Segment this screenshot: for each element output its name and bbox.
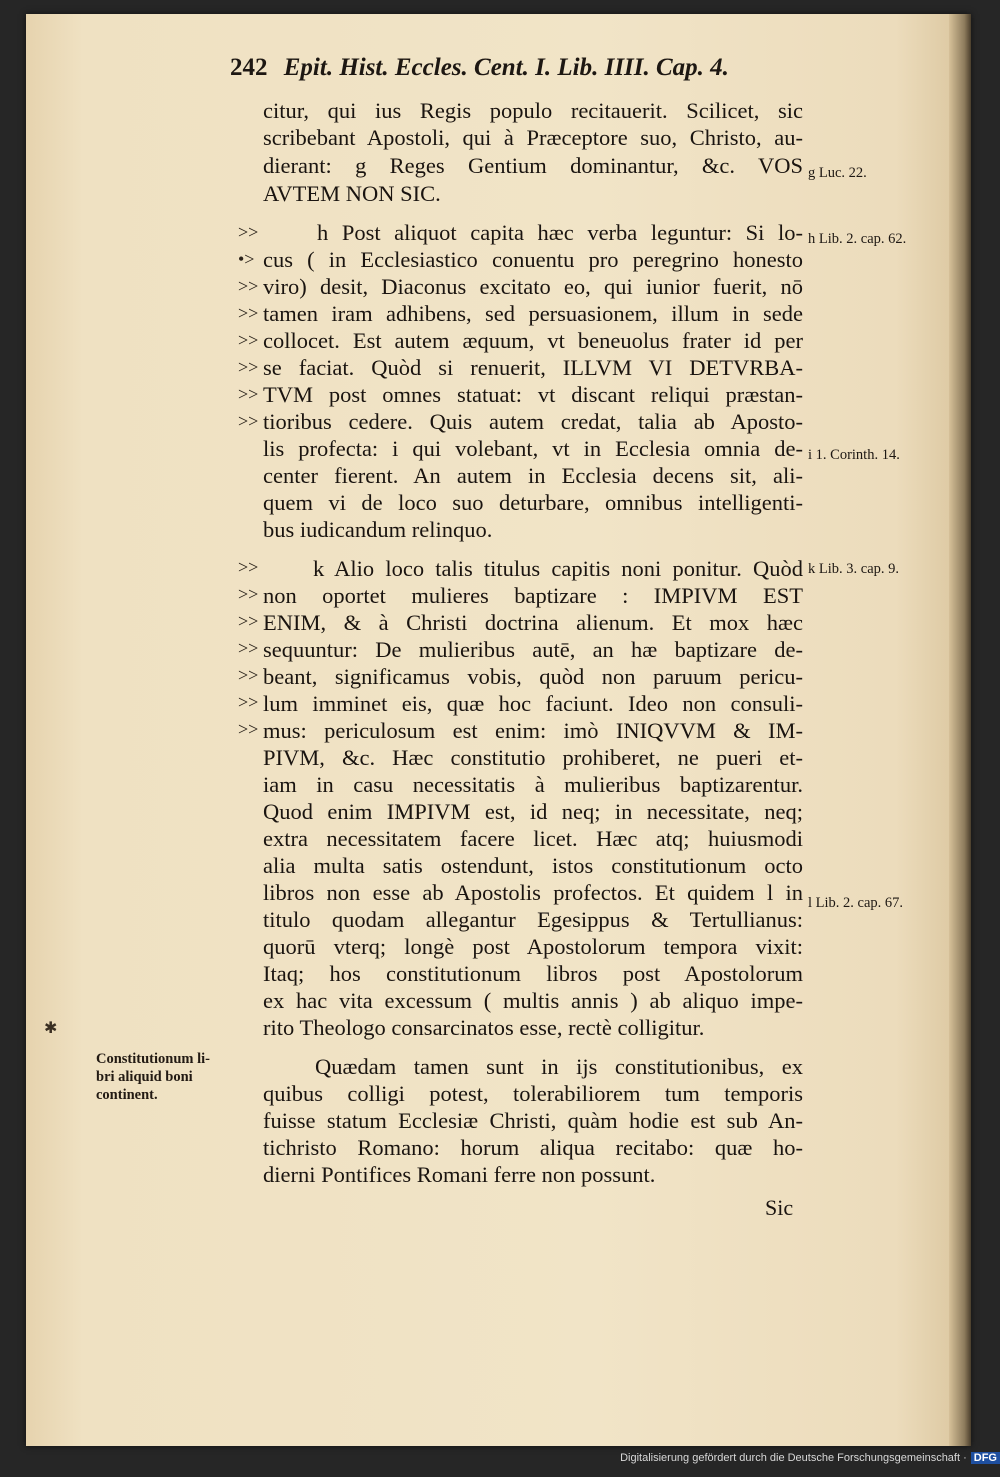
quotation-mark: >> bbox=[238, 411, 259, 431]
quotation-mark: >> bbox=[238, 330, 259, 350]
quotation-mark: >> bbox=[238, 557, 259, 577]
page-gutter-shadow bbox=[949, 14, 971, 1446]
page-number: 242 bbox=[230, 54, 268, 81]
quotation-mark: >> bbox=[238, 665, 259, 685]
side-note-line: bri aliquid boni bbox=[96, 1069, 193, 1085]
text-line: TVM post omnes statuat: vt discant reliqui præstan- bbox=[263, 382, 803, 407]
text-line: sequuntur: De mulieribus autē, an hæ baptizare de- bbox=[263, 637, 803, 662]
quotation-mark: >> bbox=[238, 638, 259, 658]
text-line: scribebant Apostoli, qui à Præceptore suo, Christo, au- bbox=[263, 125, 803, 150]
text-line: ex hac vita excessum ( multis annis ) ab aliquo impe- bbox=[263, 988, 803, 1013]
text-line: Quod enim IMPIVM est, id neq; in necessitate, neq; bbox=[263, 799, 803, 824]
text-line: fuisse statum Ecclesiæ Christi, quàm hodie est sub An- bbox=[263, 1108, 803, 1133]
text-line: k Alio loco talis titulus capitis noni ponitur. Quòd bbox=[313, 556, 803, 581]
quotation-mark: >> bbox=[238, 222, 259, 242]
text-line: quorū vterq; longè post Apostolorum tempora vixit: bbox=[263, 934, 803, 959]
quotation-mark: >> bbox=[238, 611, 259, 631]
side-note-line: Constitutionum li- bbox=[96, 1051, 211, 1067]
text-line: lum imminet eis, quæ hoc faciunt. Ideo non consuli- bbox=[263, 691, 803, 716]
quotation-mark: >> bbox=[238, 584, 259, 604]
text-line: non oportet mulieres baptizare : IMPIVM EST bbox=[263, 583, 803, 608]
text-line: quibus colligi potest, tolerabiliorem tum temporis bbox=[263, 1081, 803, 1106]
quotation-mark: >> bbox=[238, 384, 259, 404]
running-head bbox=[230, 54, 790, 94]
margin-reference: l Lib. 2. cap. 67. bbox=[808, 895, 904, 911]
side-note bbox=[96, 1050, 256, 1110]
text-line: se faciat. Quòd si renuerit, ILLVM VI DETVRBA- bbox=[263, 355, 803, 380]
text-line: citur, qui ius Regis populo recitauerit. Scilicet, sic bbox=[263, 98, 803, 123]
text-line: titulo quodam allegantur Egesippus & Tertullianus: bbox=[263, 907, 803, 932]
text-line: tamen iram adhibens, sed persuasionem, illum in sede bbox=[263, 301, 803, 326]
text-line: collocet. Est autem æquum, vt beneuolus frater id per bbox=[263, 328, 803, 353]
text-line: dierni Pontifices Romani ferre non possunt. bbox=[263, 1162, 656, 1187]
text-line: bus iudicandum relinquo. bbox=[263, 517, 493, 542]
text-line: AVTEM NON SIC. bbox=[263, 181, 441, 206]
catchword: Sic bbox=[765, 1195, 794, 1220]
dfg-logo: DFG bbox=[971, 1452, 1000, 1464]
text-line: lis profecta: i qui volebant, vt in Ecclesia omnia de- bbox=[263, 436, 803, 461]
asterisk-mark: ✱ bbox=[44, 1018, 58, 1037]
digitization-footer bbox=[600, 1452, 1000, 1470]
text-line: Quædam tamen sunt in ijs constitutionibus, ex bbox=[315, 1054, 803, 1079]
text-line: ENIM, & à Christi doctrina alienum. Et mox hæc bbox=[263, 610, 803, 635]
margin-reference: k Lib. 3. cap. 9. bbox=[808, 561, 900, 577]
text-line: extra necessitatem facere licet. Hæc atq; huiusmodi bbox=[263, 826, 803, 851]
quotation-mark: •> bbox=[238, 249, 255, 269]
text-line: Itaq; hos constitutionum libros post Apostolorum bbox=[263, 961, 803, 986]
quotation-mark: >> bbox=[238, 276, 259, 296]
text-line: cus ( in Ecclesiastico conuentu pro peregrino honesto bbox=[263, 247, 803, 272]
text-line: center fierent. An autem in Ecclesia decens sit, ali- bbox=[263, 463, 803, 488]
text-line: iam in casu necessitatis à mulieribus baptizarentur. bbox=[263, 772, 803, 797]
quotation-mark: >> bbox=[238, 303, 259, 323]
text-line: beant, significamus vobis, quòd non paruum pericu- bbox=[263, 664, 803, 689]
text-line: tioribus cedere. Quis autem credat, talia ab Aposto- bbox=[263, 409, 803, 434]
running-title: Epit. Hist. Eccles. Cent. I. Lib. IIII. Cap. 4. bbox=[283, 54, 729, 81]
text-line: h Post aliquot capita hæc verba leguntur: Si lo- bbox=[317, 220, 803, 245]
text-line: tichristo Romano: horum aliqua recitabo: quæ ho- bbox=[263, 1135, 803, 1160]
quotation-mark: >> bbox=[238, 692, 259, 712]
text-line: mus: periculosum est enim: imò INIQVVM & IM- bbox=[263, 718, 803, 743]
text-line: PIVM, &c. Hæc constitutio prohiberet, ne pueri et- bbox=[263, 745, 803, 770]
text-line: quem vi de loco suo deturbare, omnibus intelligenti- bbox=[263, 490, 803, 515]
text-line: dierant: g Reges Gentium dominantur, &c. VOS bbox=[263, 153, 803, 178]
side-note-line: continent. bbox=[96, 1087, 158, 1103]
margin-reference: g Luc. 22. bbox=[808, 165, 867, 181]
text-line: libros non esse ab Apostolis profectos. Et quidem l in bbox=[263, 880, 803, 905]
quotation-mark: >> bbox=[238, 719, 259, 739]
text-line: viro) desit, Diaconus excitato eo, qui iunior fuerit, nō bbox=[263, 274, 803, 299]
text-line: alia multa satis ostendunt, istos constitutionum octo bbox=[263, 853, 803, 878]
margin-reference: i 1. Corinth. 14. bbox=[808, 447, 900, 463]
text-line: rito Theologo consarcinatos esse, rectè colligitur. bbox=[263, 1015, 705, 1040]
margin-reference: h Lib. 2. cap. 62. bbox=[808, 231, 907, 247]
quotation-mark: >> bbox=[238, 357, 259, 377]
footer-text: Digitalisierung gefördert durch die Deutsche Forschungsgemeinschaft · bbox=[620, 1452, 967, 1464]
